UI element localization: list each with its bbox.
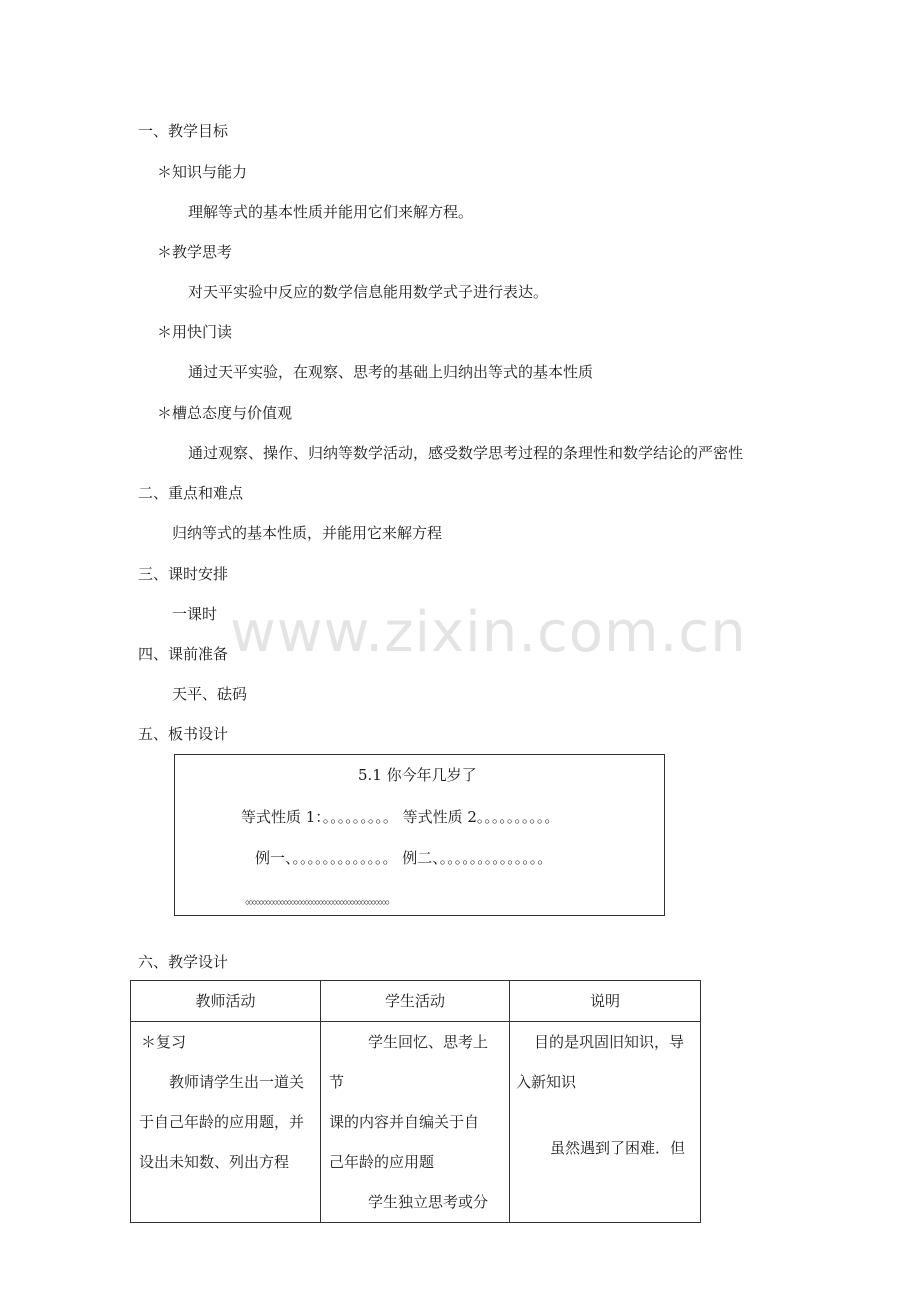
- board-line-dots: 。。。。。。。。。。。。。。。。。。。。。。。。。。。。。。。。。。。。。。。。。: [245, 892, 396, 907]
- board-title: 5.1 你今年几岁了: [358, 766, 477, 784]
- section-2-title: 二、重点和难点: [138, 484, 244, 502]
- header-student-activity: 学生活动: [321, 981, 510, 1022]
- header-explanation: 说明: [510, 981, 701, 1022]
- teaching-design-table: [130, 980, 701, 1223]
- teacher-line: ＊复习: [141, 1033, 187, 1051]
- section-6-title: 六、教学设计: [138, 953, 229, 971]
- teacher-activity-cell: [131, 1022, 321, 1223]
- student-line: 己年龄的应用题: [329, 1153, 435, 1171]
- explanation-cell: [510, 1022, 701, 1223]
- note-line: 虽然遇到了困难．但: [550, 1139, 686, 1157]
- section-4-text: 天平、砝码: [172, 685, 248, 703]
- student-line: 学生回忆、思考上节: [329, 1033, 489, 1091]
- watermark: www.zixin.com.cn: [230, 600, 747, 665]
- section-5-title: 五、板书设计: [138, 725, 229, 743]
- note-line: 目的是巩固旧知识，导: [534, 1033, 685, 1051]
- header-teacher-activity: 教师活动: [131, 981, 321, 1022]
- section-2-text: 归纳等式的基本性质，并能用它来解方程: [172, 524, 443, 542]
- board-line-examples: 例一、。。。。。。。。。。。。。 例二、。。。。。。。。。。。。。。: [255, 849, 553, 867]
- note-line: 入新知识: [516, 1073, 577, 1091]
- objective-3-text: 通过天平实验，在观察、思考的基础上归纳出等式的基本性质: [188, 363, 594, 381]
- section-3-text: 一课时: [172, 605, 218, 623]
- objective-4-label: ＊槽总态度与价值观: [157, 404, 293, 422]
- objective-1-text: 理解等式的基本性质并能用它们来解方程。: [188, 203, 474, 221]
- student-line: 课的内容并自编关于自: [329, 1113, 480, 1131]
- section-1-title: 一、教学目标: [138, 122, 229, 140]
- objective-2-text: 对天平实验中反应的数学信息能用数学式子进行表达。: [188, 283, 549, 301]
- objective-3-label: ＊用快门读: [157, 323, 233, 341]
- student-line: 学生独立思考或分: [368, 1193, 489, 1211]
- teacher-line: 于自己年龄的应用题，并: [139, 1113, 305, 1131]
- student-activity-cell: [321, 1022, 510, 1223]
- teacher-line: 教师请学生出一道关: [169, 1073, 305, 1091]
- board-line-properties: 等式性质 1：。。。。。。。。。 等式性质 2。。。。。。。。。。: [241, 808, 560, 826]
- section-3-title: 三、课时安排: [138, 565, 229, 583]
- teacher-line: 设出未知数、列出方程: [139, 1153, 290, 1171]
- objective-2-label: ＊教学思考: [157, 243, 233, 261]
- objective-4-text: 通过观察、操作、归纳等数学活动，感受数学思考过程的条理性和数学结论的严密性: [188, 444, 744, 462]
- section-4-title: 四、课前准备: [138, 645, 229, 663]
- blackboard-design-box: [174, 754, 665, 916]
- objective-1-label: ＊知识与能力: [157, 163, 248, 181]
